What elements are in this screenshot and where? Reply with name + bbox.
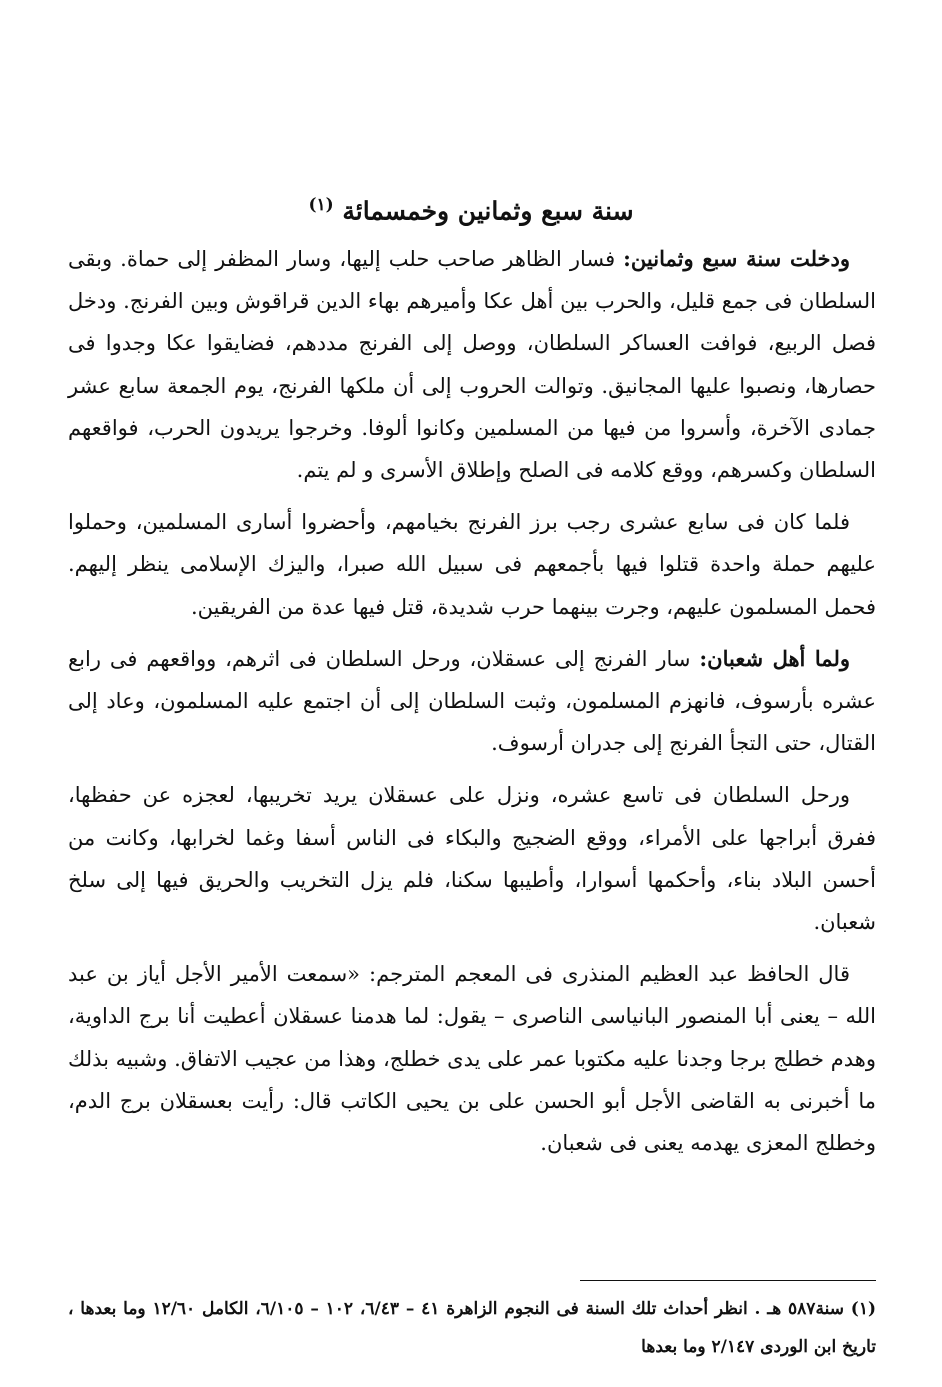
- paragraph-4: [68, 774, 876, 943]
- paragraph-lead: ودخلت سنة سبع وثمانين:: [623, 246, 850, 271]
- main-text: [68, 238, 876, 1174]
- footnote-divider: [580, 1280, 876, 1281]
- paragraph-text: فسار الظاهر صاحب حلب إليها، وسار المظفر إلى حماة. وبقى السلطان فى جمع قليل، والحرب بين أهل عكا وأميرهم بهاء الدين قراقوش وبين الفرنج. ودخل فصل الربيع، فوافت العساكر السلطان، ووصل إلى الفرنج مددهم، فضايقوا عكا وجدوا فى حصارها، ونصبوا عليها المجانيق. وتوالت الحروب إلى أن ملكها الفرنج، يوم الجمعة سابع عشر جمادى الآخرة، وأسروا من فيها من المسلمين وكانوا ألوفا. وخرجوا يريدون الحرب، فواقعهم السلطان وكسرهم، ووقع كلامه فى الصلح وإطلاق الأسرى و لم يتم.: [68, 247, 876, 483]
- footnote-reference: (١): [308, 194, 334, 215]
- chapter-title-text: سنة سبع وثمانين وخمسمائة: [342, 196, 634, 226]
- footnotes: [68, 1290, 876, 1366]
- chapter-title: [0, 185, 942, 231]
- paragraph-lead: ولما أهل شعبان:: [699, 645, 850, 671]
- footnote-1: (١) سنة٥٨٧ هـ . انظر أحداث تلك السنة فى النجوم الزاهرة ٤١ – ٦/٤٣، ١٠٢ – ٦/١٠٥، الكامل ١٢/٦٠ وما بعدها ، تاريخ ابن الوردى ٢/١٤٧ وما بعدها: [68, 1299, 876, 1357]
- paragraph-3: [68, 638, 876, 765]
- paragraph-text: ورحل السلطان فى تاسع عشره، ونزل على عسقلان يريد تخريبها، لعجزه عن حفظها، ففرق أبراجها على الأمراء، ووقع الضجيج والبكاء فى الناس أسفا وغما لخرابها، وكانت من أحسن البلاد بناء، وأحكمها أسوارا، وأطيبها سكنا، فلم يزل التخريب والحريق فيها إلى سلخ شعبان.: [68, 783, 876, 935]
- paragraph-1: [68, 238, 876, 491]
- paragraph-text: سار الفرنج إلى عسقلان، ورحل السلطان فى اثرهم، وواقعهم فى رابع عشره بأرسوف، فانهزم المسلمون، وثبت السلطان إلى أن اجتمع عليه المسلمون، وعاد إلى القتال، حتى التجأ الفرنج إلى جدران أرسوف.: [68, 646, 876, 756]
- paragraph-2: [68, 501, 876, 628]
- paragraph-5: [68, 953, 876, 1164]
- paragraph-text: قال الحافظ عبد العظيم المنذرى فى المعجم المترجم: «سمعت الأمير الأجل أياز بن عبد الله – يعنى أبا المنصور البانياسى الناصرى – يقول: لما هدمنا عسقلان أعطيت أنا برج الداوية، وهدم خطلج برجا وجدنا عليه مكتوبا عمر على يدى خطلج، وهذا من عجيب الاتفاق. وشبيه بذلك ما أخبرنى به القاضى الأجل أبو الحسن على بن يحيى الكاتب قال: رأيت بعسقلان برج الدم، وخطلج المعزى يهدمه يعنى فى شعبان.: [68, 962, 876, 1156]
- paragraph-text: فلما كان فى سابع عشرى رجب برز الفرنج بخيامهم، وأحضروا أسارى المسلمين، وحملوا عليهم حملة واحدة قتلوا فيها بأجمعهم فى سبيل الله صبرا، واليزك الإسلامى ينظر إليهم. فحمل المسلمون عليهم، وجرت بينهما حرب شديدة، قتل فيها عدة من الفريقين.: [68, 510, 876, 619]
